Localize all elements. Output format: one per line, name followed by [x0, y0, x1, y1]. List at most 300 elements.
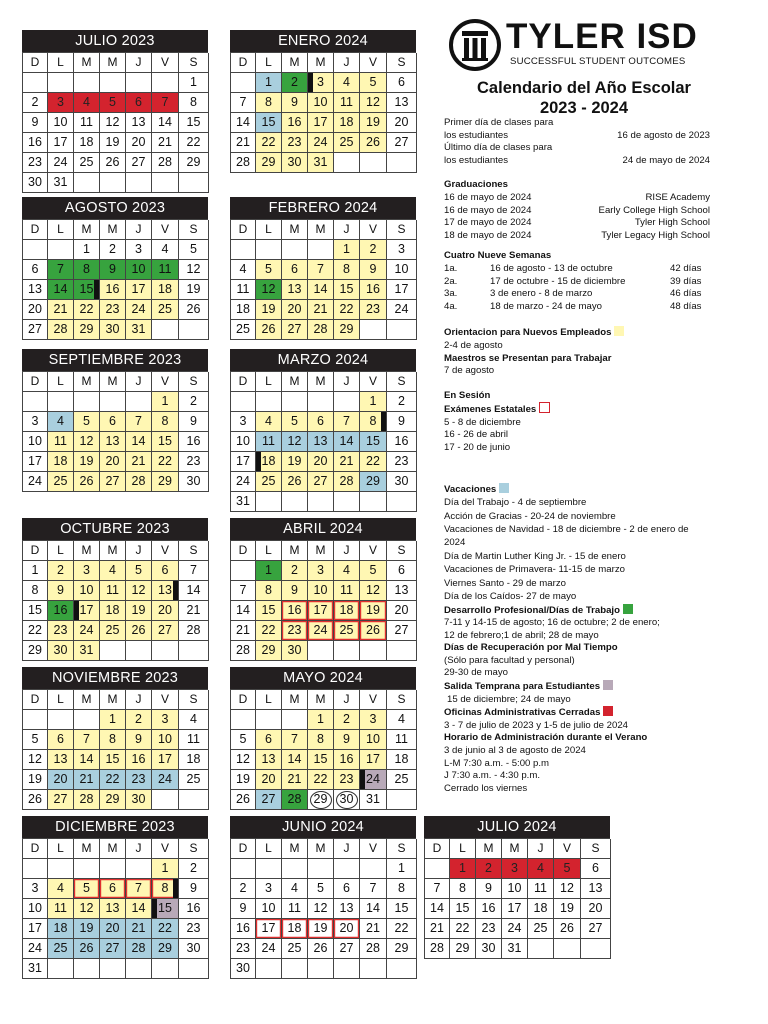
weekday-header: M — [282, 372, 308, 392]
empty-cell — [152, 320, 179, 340]
day-cell: 21 — [231, 621, 256, 641]
day-cell: 24 — [308, 621, 334, 641]
day-cell: 14 — [231, 113, 256, 133]
weekday-header: D — [231, 53, 256, 73]
empty-cell — [308, 859, 334, 879]
day-cell: 3 — [387, 240, 417, 260]
day-cell: 27 — [334, 939, 360, 959]
empty-cell — [554, 939, 581, 959]
day-cell: 3 — [256, 879, 282, 899]
month-calendar — [22, 816, 208, 979]
day-cell: 19 — [282, 452, 308, 472]
page-title: Calendario del Año Escolar 2023 - 2024 — [477, 79, 691, 117]
day-cell: 24 — [23, 472, 48, 492]
day-cell: 17 — [360, 750, 387, 770]
day-cell: 30 — [282, 641, 308, 661]
day-cell: 10 — [387, 260, 417, 280]
empty-cell — [48, 73, 74, 93]
day-cell: 9 — [179, 412, 209, 432]
day-cell: 29 — [179, 153, 209, 173]
month-title: JULIO 2023 — [22, 30, 208, 52]
day-cell: 7 — [308, 260, 334, 280]
weekday-header: J — [126, 541, 152, 561]
day-cell: 31 — [308, 153, 334, 173]
day-cell: 26 — [126, 621, 152, 641]
day-cell: 28 — [308, 320, 334, 340]
day-cell: 1 — [360, 392, 387, 412]
empty-cell — [256, 959, 282, 979]
empty-cell — [387, 153, 417, 173]
summer-hours-list — [444, 745, 710, 795]
day-cell: 10 — [23, 899, 48, 919]
day-cell: 26 — [360, 621, 387, 641]
day-cell: 18 — [48, 452, 74, 472]
weekday-header: D — [23, 53, 48, 73]
day-cell: 6 — [23, 260, 48, 280]
day-cell: 13 — [100, 432, 126, 452]
info-line: 5 - 8 de diciembre — [444, 416, 521, 428]
weekday-header: D — [23, 541, 48, 561]
weekday-header: M — [74, 372, 100, 392]
day-cell: 4 — [48, 879, 74, 899]
day-cell: 13 — [48, 750, 74, 770]
day-cell: 4 — [256, 412, 282, 432]
day-cell: 12 — [554, 879, 581, 899]
day-cell: 1 — [152, 392, 179, 412]
day-cell: 5 — [360, 561, 387, 581]
day-cell: 9 — [48, 581, 74, 601]
day-cell: 24 — [387, 300, 417, 320]
day-cell: 15 — [334, 280, 360, 300]
day-cell: 18 — [334, 113, 360, 133]
day-cell: 21 — [282, 770, 308, 790]
weekday-header: S — [179, 839, 209, 859]
month-grid — [22, 540, 208, 661]
day-cell: 19 — [23, 770, 48, 790]
day-cell: 6 — [48, 730, 74, 750]
day-cell: 17 — [126, 280, 152, 300]
empty-cell — [334, 153, 360, 173]
day-cell: 3 — [502, 859, 528, 879]
empty-cell — [74, 392, 100, 412]
day-cell: 4 — [387, 710, 417, 730]
day-cell: 7 — [152, 93, 179, 113]
weekday-header: M — [282, 690, 308, 710]
day-cell: 2 — [360, 240, 387, 260]
day-cell: 19 — [100, 133, 126, 153]
month-title: MARZO 2024 — [230, 349, 416, 371]
day-cell: 15 — [152, 899, 179, 919]
day-cell: 26 — [23, 790, 48, 810]
day-cell: 22 — [100, 770, 126, 790]
day-cell: 21 — [126, 919, 152, 939]
empty-cell — [179, 173, 209, 193]
day-cell: 2 — [387, 392, 417, 412]
empty-cell — [126, 641, 152, 661]
day-cell: 24 — [74, 621, 100, 641]
empty-cell — [100, 173, 126, 193]
empty-cell — [74, 859, 100, 879]
day-cell: 25 — [48, 939, 74, 959]
day-cell: 28 — [74, 790, 100, 810]
day-cell: 17 — [502, 899, 528, 919]
day-cell: 29 — [256, 153, 282, 173]
day-cell: 5 — [179, 240, 209, 260]
empty-cell — [23, 859, 48, 879]
day-cell: 20 — [387, 601, 417, 621]
day-cell: 15 — [308, 750, 334, 770]
day-cell: 6 — [387, 561, 417, 581]
day-cell: 17 — [256, 919, 282, 939]
weekday-header: M — [100, 690, 126, 710]
day-cell: 28 — [126, 472, 152, 492]
nine-weeks-row: 2a. 17 de octubre - 15 de diciembre 39 días — [444, 275, 702, 287]
day-cell: 23 — [126, 770, 152, 790]
day-cell: 24 — [502, 919, 528, 939]
weekday-header: L — [48, 53, 74, 73]
day-cell: 21 — [334, 452, 360, 472]
nine-weeks-row: 1a. 16 de agosto - 13 de octubre 42 días — [444, 262, 702, 274]
day-cell: 22 — [334, 300, 360, 320]
weekday-header: L — [256, 372, 282, 392]
day-cell: 14 — [334, 432, 360, 452]
empty-cell — [334, 641, 360, 661]
weekday-header: V — [152, 220, 179, 240]
weekday-header: V — [360, 541, 387, 561]
info-line: 12 de febrero;1 de abril; 28 de mayo — [444, 629, 599, 641]
day-cell: 1 — [450, 859, 476, 879]
day-cell: 11 — [528, 879, 554, 899]
day-cell: 29 — [152, 472, 179, 492]
empty-cell — [256, 392, 282, 412]
day-cell: 11 — [179, 730, 209, 750]
weekday-header: M — [282, 220, 308, 240]
month-calendar — [424, 816, 610, 959]
day-cell: 18 — [256, 452, 282, 472]
day-cell: 7 — [179, 561, 209, 581]
empty-cell — [179, 641, 209, 661]
day-cell: 3 — [74, 561, 100, 581]
empty-cell — [126, 959, 152, 979]
empty-cell — [74, 173, 100, 193]
empty-cell — [152, 173, 179, 193]
weekday-header: S — [581, 839, 611, 859]
day-cell: 29 — [450, 939, 476, 959]
weekday-header: L — [256, 541, 282, 561]
day-cell: 1 — [74, 240, 100, 260]
day-cell: 9 — [282, 581, 308, 601]
weekday-header: S — [179, 541, 209, 561]
day-cell: 26 — [282, 472, 308, 492]
day-cell: 1 — [334, 240, 360, 260]
logo-tagline: SUCCESSFUL STUDENT OUTCOMES — [510, 56, 686, 67]
month-title: MAYO 2024 — [230, 667, 416, 689]
empty-cell — [360, 153, 387, 173]
day-cell: 12 — [282, 432, 308, 452]
empty-cell — [308, 959, 334, 979]
day-cell: 22 — [74, 300, 100, 320]
day-cell: 6 — [581, 859, 611, 879]
day-cell: 9 — [334, 730, 360, 750]
day-cell: 15 — [100, 750, 126, 770]
day-cell: 25 — [256, 472, 282, 492]
day-cell: 25 — [387, 770, 417, 790]
day-cell: 23 — [23, 153, 48, 173]
weekday-header: L — [256, 690, 282, 710]
day-cell: 13 — [152, 581, 179, 601]
day-cell: 20 — [23, 300, 48, 320]
month-title: FEBRERO 2024 — [230, 197, 416, 219]
day-cell: 28 — [179, 621, 209, 641]
day-cell: 2 — [126, 710, 152, 730]
weekday-header: V — [360, 220, 387, 240]
day-cell: 30 — [48, 641, 74, 661]
empty-cell — [126, 859, 152, 879]
day-cell: 13 — [387, 93, 417, 113]
weekday-header: M — [282, 839, 308, 859]
day-cell: 28 — [152, 153, 179, 173]
day-cell: 24 — [256, 939, 282, 959]
weekday-header: L — [48, 690, 74, 710]
day-cell: 26 — [231, 790, 256, 810]
day-cell: 19 — [554, 899, 581, 919]
day-cell: 23 — [179, 919, 209, 939]
empty-cell — [282, 859, 308, 879]
day-cell: 8 — [450, 879, 476, 899]
day-cell: 30 — [126, 790, 152, 810]
day-cell: 12 — [74, 432, 100, 452]
empty-cell — [48, 392, 74, 412]
day-cell: 26 — [554, 919, 581, 939]
day-cell: 17 — [48, 133, 74, 153]
day-cell: 17 — [152, 750, 179, 770]
day-cell: 13 — [282, 280, 308, 300]
day-cell: 25 — [231, 320, 256, 340]
empty-cell — [23, 392, 48, 412]
day-cell: 24 — [231, 472, 256, 492]
day-cell: 10 — [308, 581, 334, 601]
weekday-header: M — [476, 839, 502, 859]
day-cell: 13 — [334, 899, 360, 919]
day-cell: 16 — [48, 601, 74, 621]
day-cell: 15 — [23, 601, 48, 621]
day-cell: 5 — [308, 879, 334, 899]
day-cell: 3 — [48, 93, 74, 113]
day-cell: 9 — [100, 260, 126, 280]
day-cell: 11 — [282, 899, 308, 919]
month-title: SEPTIEMBRE 2023 — [22, 349, 208, 371]
graduation-row: 18 de mayo de 2024 Tyler Legacy High School — [444, 229, 710, 241]
empty-cell — [231, 561, 256, 581]
day-cell: 3 — [152, 710, 179, 730]
empty-cell — [528, 939, 554, 959]
weekday-header: V — [152, 690, 179, 710]
day-cell: 23 — [48, 621, 74, 641]
day-cell: 18 — [231, 300, 256, 320]
day-cell: 25 — [334, 133, 360, 153]
day-cell: 16 — [179, 432, 209, 452]
nine-weeks-row: 3a. 3 de enero - 8 de marzo 46 días — [444, 288, 702, 300]
day-cell: 19 — [74, 452, 100, 472]
day-cell: 9 — [476, 879, 502, 899]
day-cell: 22 — [360, 452, 387, 472]
day-cell: 14 — [48, 280, 74, 300]
day-cell: 13 — [126, 113, 152, 133]
day-cell: 18 — [100, 601, 126, 621]
day-cell: 13 — [23, 280, 48, 300]
day-cell: 15 — [256, 601, 282, 621]
empty-cell — [282, 959, 308, 979]
empty-cell — [425, 859, 450, 879]
day-cell: 4 — [282, 879, 308, 899]
day-cell: 10 — [23, 432, 48, 452]
day-cell: 11 — [100, 581, 126, 601]
weekday-header: J — [334, 541, 360, 561]
weekday-header: V — [152, 541, 179, 561]
empty-cell — [308, 492, 334, 512]
day-cell: 10 — [231, 432, 256, 452]
day-cell: 22 — [308, 770, 334, 790]
day-cell: 8 — [100, 730, 126, 750]
day-cell: 19 — [360, 601, 387, 621]
info-line: Vacaciones de Navidad - 18 de diciembre - 2 de enero de 2024 — [444, 524, 689, 549]
month-calendar — [230, 349, 416, 512]
day-cell: 22 — [152, 452, 179, 472]
day-cell: 30 — [476, 939, 502, 959]
weekday-header: S — [387, 839, 417, 859]
day-cell: 15 — [256, 113, 282, 133]
weekday-header: M — [100, 839, 126, 859]
weekday-header: J — [334, 53, 360, 73]
day-cell: 30 — [282, 153, 308, 173]
day-cell: 5 — [74, 412, 100, 432]
info-line: Acción de Gracias - 20-24 de noviembre — [444, 510, 616, 522]
weekday-header: S — [387, 220, 417, 240]
day-cell: 27 — [387, 133, 417, 153]
day-cell: 19 — [308, 919, 334, 939]
day-cell: 27 — [100, 472, 126, 492]
day-cell: 31 — [23, 959, 48, 979]
day-cell: 10 — [48, 113, 74, 133]
day-cell: 31 — [231, 492, 256, 512]
day-cell: 15 — [450, 899, 476, 919]
weather-list — [444, 655, 710, 680]
weekday-header: S — [387, 541, 417, 561]
month-calendar — [22, 197, 208, 340]
empty-cell — [308, 392, 334, 412]
month-calendar — [230, 30, 416, 173]
weekday-header: J — [126, 220, 152, 240]
blue-swatch — [499, 483, 509, 493]
day-cell: 12 — [231, 750, 256, 770]
empty-cell — [360, 492, 387, 512]
empty-cell — [231, 859, 256, 879]
weekday-header: L — [48, 372, 74, 392]
weekday-header: D — [23, 690, 48, 710]
empty-cell — [256, 492, 282, 512]
logo — [448, 16, 718, 72]
weekday-header: S — [387, 53, 417, 73]
weekday-header: D — [23, 839, 48, 859]
empty-cell — [126, 392, 152, 412]
info-line: 17 - 20 de junio — [444, 442, 511, 454]
day-cell: 16 — [282, 601, 308, 621]
day-cell: 14 — [179, 581, 209, 601]
weekday-header: M — [74, 839, 100, 859]
empty-cell — [152, 641, 179, 661]
day-cell: 27 — [387, 621, 417, 641]
day-cell: 28 — [231, 641, 256, 661]
info-line: Día de Martin Luther King Jr. - 15 de enero — [444, 550, 626, 562]
weekday-header: M — [282, 541, 308, 561]
day-cell: 15 — [360, 432, 387, 452]
day-cell: 5 — [256, 260, 282, 280]
day-cell: 16 — [476, 899, 502, 919]
weekday-header: L — [256, 220, 282, 240]
day-cell: 1 — [100, 710, 126, 730]
day-cell: 31 — [74, 641, 100, 661]
empty-cell — [179, 959, 209, 979]
empty-cell — [360, 859, 387, 879]
day-cell: 31 — [48, 173, 74, 193]
day-cell: 5 — [554, 859, 581, 879]
empty-cell — [256, 859, 282, 879]
weekday-header: D — [23, 372, 48, 392]
day-cell: 13 — [581, 879, 611, 899]
weekday-header: L — [48, 839, 74, 859]
day-cell: 3 — [23, 879, 48, 899]
day-cell: 20 — [282, 300, 308, 320]
day-cell: 21 — [126, 452, 152, 472]
day-cell: 16 — [126, 750, 152, 770]
empty-cell — [360, 641, 387, 661]
info-line: 29-30 de mayo — [444, 667, 508, 679]
weekday-header: S — [387, 690, 417, 710]
month-grid — [230, 838, 416, 979]
empty-cell — [334, 859, 360, 879]
info-line: (Sólo para facultad y personal) — [444, 654, 575, 666]
weekday-header: J — [334, 690, 360, 710]
day-cell: 26 — [100, 153, 126, 173]
day-cell: 5 — [282, 412, 308, 432]
empty-cell — [282, 710, 308, 730]
weekday-header: M — [308, 220, 334, 240]
month-title: ENERO 2024 — [230, 30, 416, 52]
day-cell: 21 — [179, 601, 209, 621]
info-line: Día del Trabajo - 4 de septiembre — [444, 497, 587, 509]
day-cell: 23 — [179, 452, 209, 472]
empty-cell — [179, 790, 209, 810]
day-cell: 31 — [502, 939, 528, 959]
day-cell: 7 — [126, 879, 152, 899]
day-cell: 26 — [360, 133, 387, 153]
day-cell: 29 — [387, 939, 417, 959]
day-cell: 16 — [179, 899, 209, 919]
day-cell: 14 — [282, 750, 308, 770]
day-cell: 29 — [100, 790, 126, 810]
day-cell: 5 — [126, 561, 152, 581]
day-cell: 3 — [360, 710, 387, 730]
day-cell: 17 — [308, 113, 334, 133]
weekday-header: J — [126, 839, 152, 859]
graduation-row: 17 de mayo de 2024 Tyler High School — [444, 217, 710, 229]
day-cell: 23 — [476, 919, 502, 939]
day-cell: 4 — [334, 73, 360, 93]
weekday-header: D — [23, 220, 48, 240]
day-cell: 23 — [387, 452, 417, 472]
weekday-header: M — [74, 690, 100, 710]
day-cell: 4 — [231, 260, 256, 280]
